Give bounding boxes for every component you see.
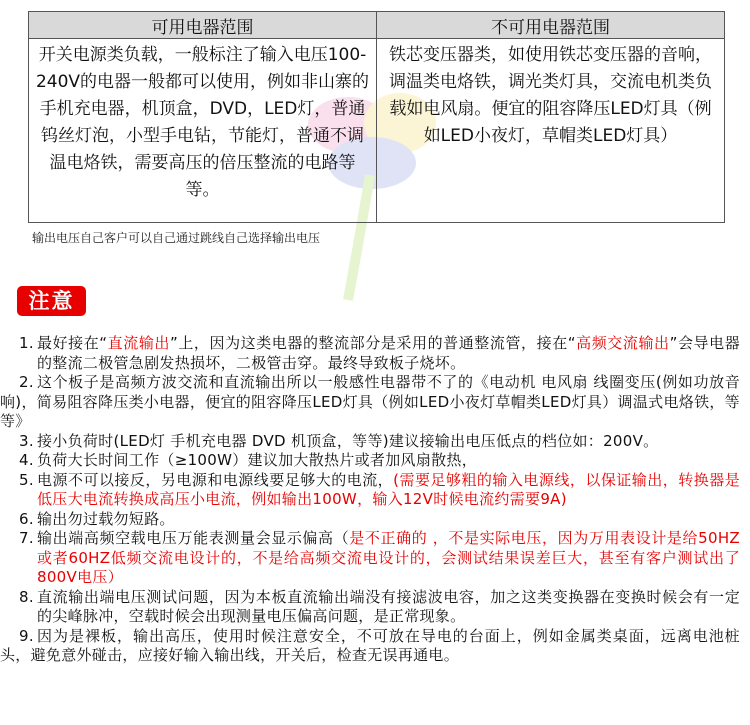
note-number: 6. — [19, 509, 34, 528]
note-item-3 — [0, 432, 740, 452]
table-header-row — [29, 12, 725, 39]
note-highlight: 高频交流输出 — [575, 334, 670, 352]
note-item-1 — [0, 334, 740, 373]
note-number: 4. — [19, 451, 34, 469]
notice-badge: 注意 — [17, 286, 86, 316]
note-number: 9. — [19, 626, 34, 645]
header-unusable: 不可用电器范围 — [377, 12, 725, 39]
note-text: 负荷大长时间工作（≥100W）建议加大散热片或者加风扇散热， — [37, 451, 478, 469]
note-highlight: 直流输出 — [107, 334, 170, 352]
note-item-6 — [0, 510, 740, 530]
table-row — [29, 39, 725, 223]
note-item-2 — [0, 373, 740, 432]
note-text: ”会导电器的整流二极管急剧发热损坏，二极管击穿。最终导致板子烧坏。 — [37, 334, 740, 372]
note-text: 接小负荷时(LED灯 手机充电器 DVD 机顶盒，等等)建议接输出电压低点的档位如：200V。 — [37, 431, 659, 450]
output-voltage-caption: 输出电压自己客户可以自己通过跳线自己选择输出电压 — [32, 231, 321, 245]
header-usable: 可用电器范围 — [29, 12, 377, 39]
note-highlight: (需要足够粗的输入电源线，以保证输出，转换器是低压大电流转换成高压小电流，例如输出100W，输入12V时候电流约需要9A) — [37, 470, 740, 508]
usable-appliances-cell: 开关电源类负载，一般标注了输入电压100-240V的电器一般都可以使用，例如非山寨的手机充电器，机顶盒，DVD，LED灯，普通钨丝灯泡，小型手电钻，节能灯，普通不调温电烙铁，需要高压的倍压整流的电路等等。 — [29, 39, 377, 223]
appliance-compatibility-table — [28, 11, 725, 223]
note-number: 8. — [19, 587, 34, 606]
note-text: 输出勿过载勿短路。 — [37, 509, 175, 528]
note-highlight: 是不正确的 ，不是实际电压，因为万用表设计是给50HZ或者60HZ低频交流电设计的，不是给高频交流电设计的，会测试结果误差巨大，甚至有客户测试出了800V电压） — [37, 529, 740, 586]
note-item-7 — [0, 529, 740, 588]
note-text: ”上，因为这类电器的整流部分是采用的普通整流管，接在“ — [169, 334, 576, 352]
note-text: 电源不可以接反，另电源和电源线要足够大的电流， — [37, 470, 394, 489]
unusable-appliances-cell: 铁芯变压器类，如使用铁芯变压器的音响，调温类电烙铁，调光类灯具，交流电机类负载如电风扇。便宜的阻容降压LED灯具（例如LED小夜灯，草帽类LED灯具） — [377, 39, 725, 223]
note-number: 7. — [19, 529, 34, 547]
note-text: 这个板子是高频方波交流和直流输出所以一般感性电器带不了的《电动机 电风扇 线圈变压(例如功放音响)，简易阻容降压类小电器，便宜的阻容降压LED灯具（例如LED小夜灯草帽类LED灯具）调温式电烙铁，等等》 — [0, 373, 740, 430]
note-number: 5. — [19, 470, 34, 489]
note-text: 因为是裸板，输出高压，使用时候注意安全，不可放在导电的台面上，例如金属类桌面，远离电池桩头，避免意外碰击，应接好输入输出线，开关后，检查无误再通电。 — [0, 626, 740, 664]
note-number: 2. — [19, 373, 34, 391]
note-text: 最好接在“ — [37, 334, 108, 352]
note-item-4 — [0, 451, 740, 471]
note-item-5 — [0, 471, 740, 510]
note-text: 直流输出端电压测试问题，因为本板直流输出端没有接滤波电容，加之这类变换器在变换时候会有一定的尖峰脉冲，空载时候会出现测量电压偏高问题，是正常现象。 — [37, 587, 740, 625]
note-item-9 — [0, 627, 740, 666]
notes-list — [0, 334, 740, 666]
note-number: 3. — [19, 431, 34, 450]
note-item-8 — [0, 588, 740, 627]
note-number: 1. — [19, 334, 34, 352]
note-text: 输出端高频空载电压万能表测量会显示偏高（ — [37, 529, 350, 547]
